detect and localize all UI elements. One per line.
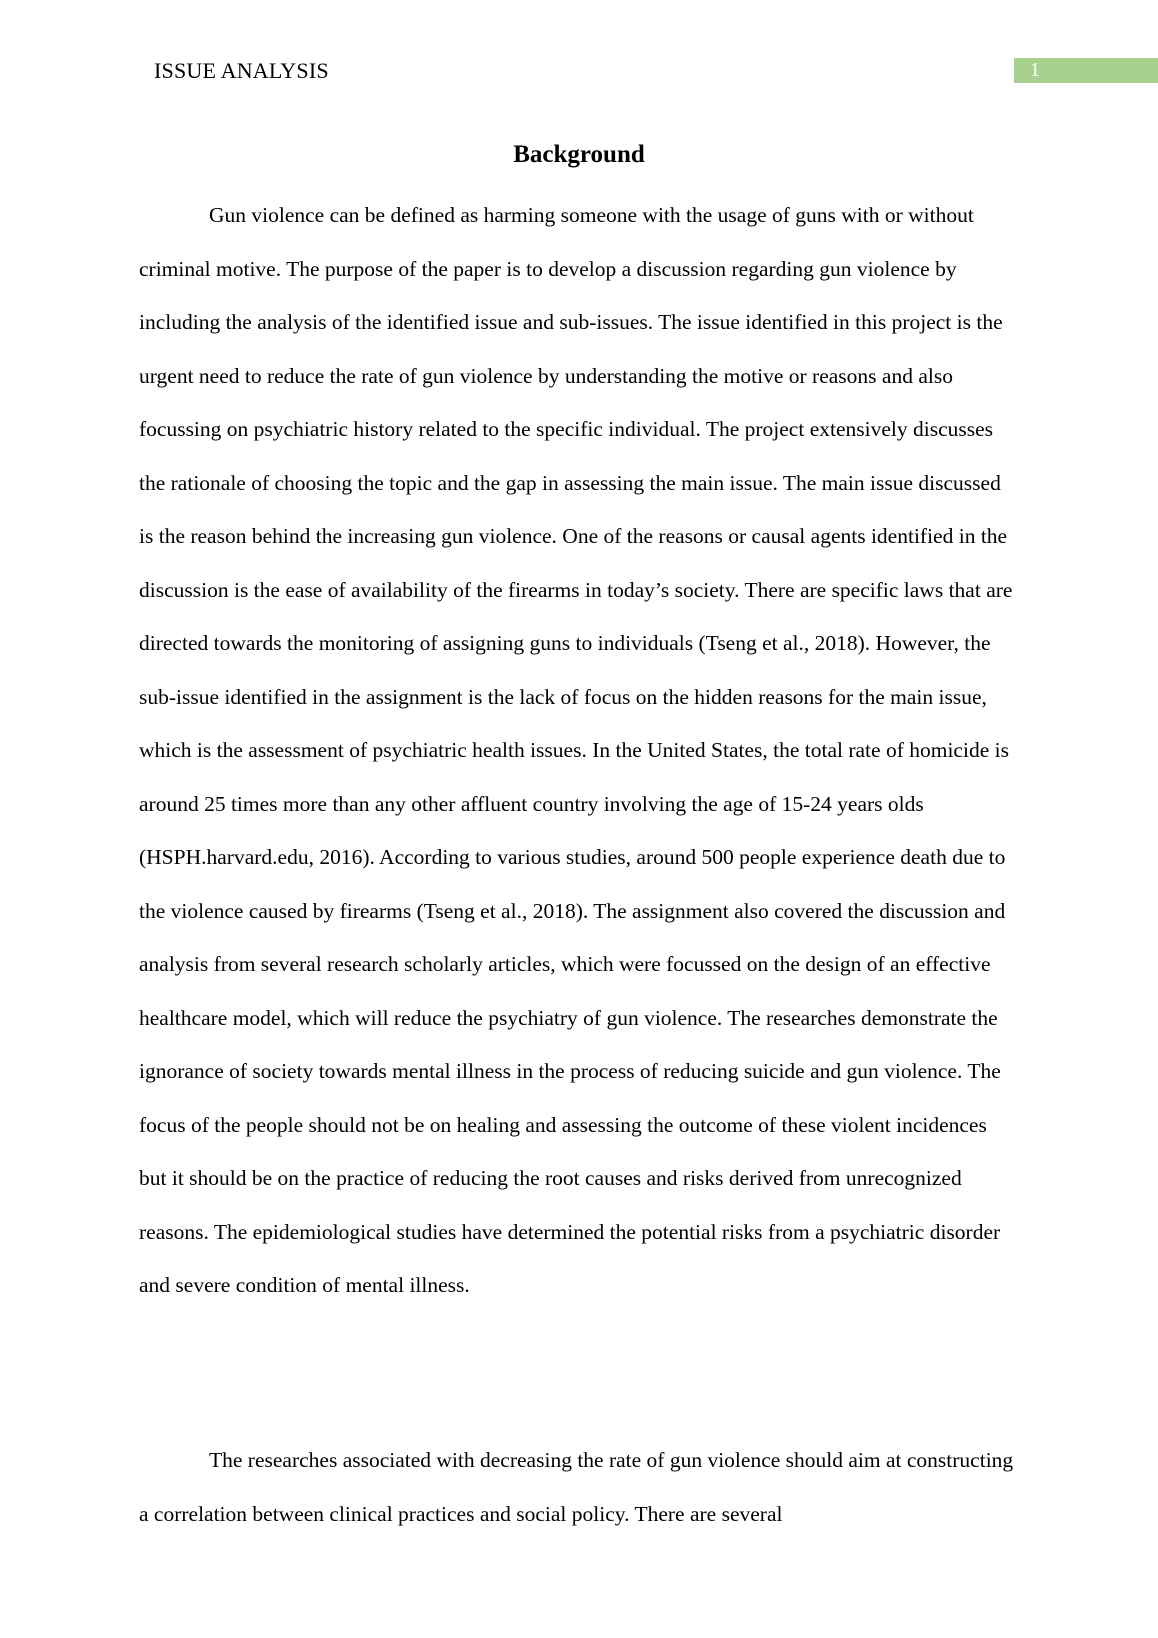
running-head: ISSUE ANALYSIS [154, 58, 329, 83]
body-paragraph-2: The researches associated with decreasing the rate of gun violence should aim at constructing a correlation between clinical practices and social policy. There are several [139, 1448, 1014, 1526]
body-paragraph-1: Gun violence can be defined as harming someone with the usage of guns with or without criminal motive. The purpose of the paper is to develop a discussion regarding gun violence by including the analysis of the identified issue and sub-issues. The issue identified in this project is the urgent need to reduce the rate of gun violence by understanding the motive or reasons and also focussing on psychiatric history related to the specific individual. The project extensively discusses the rationale of choosing the topic and the gap in assessing the main issue. The main issue discussed is the reason behind the increasing gun violence. One of the reasons or causal agents identified in the discussion is the ease of availability of the firearms in today’s society. There are specific laws that are directed towards the monitoring of assigning guns to individuals (Tseng et al., 2018). However, the sub-issue identified in the assignment is the lack of focus on the hidden reasons for the main issue, which is the assessment of psychiatric health issues. In the United States, the total rate of homicide is around 25 times more than any other affluent country involving the age of 15-24 years olds (HSPH.harvard.edu, 2016). According to various studies, around 500 people experience death due to the violence caused by firearms (Tseng et al., 2018). The assignment also covered the discussion and analysis from several research scholarly articles, which were focussed on the design of an effective healthcare model, which will reduce the psychiatry of gun violence. The researches demonstrate the ignorance of society towards mental illness in the process of reducing suicide and gun violence. The focus of the people should not be on healing and assessing the outcome of these violent incidences but it should be on the practice of reducing the root causes and risks derived from unrecognized reasons. The epidemiological studies have determined the potential risks from a psychiatric disorder and severe condition of mental illness. [139, 203, 1013, 1297]
page-number: 1 [1030, 59, 1040, 81]
section-heading: Background [513, 141, 645, 168]
page-number-badge [1014, 58, 1158, 83]
